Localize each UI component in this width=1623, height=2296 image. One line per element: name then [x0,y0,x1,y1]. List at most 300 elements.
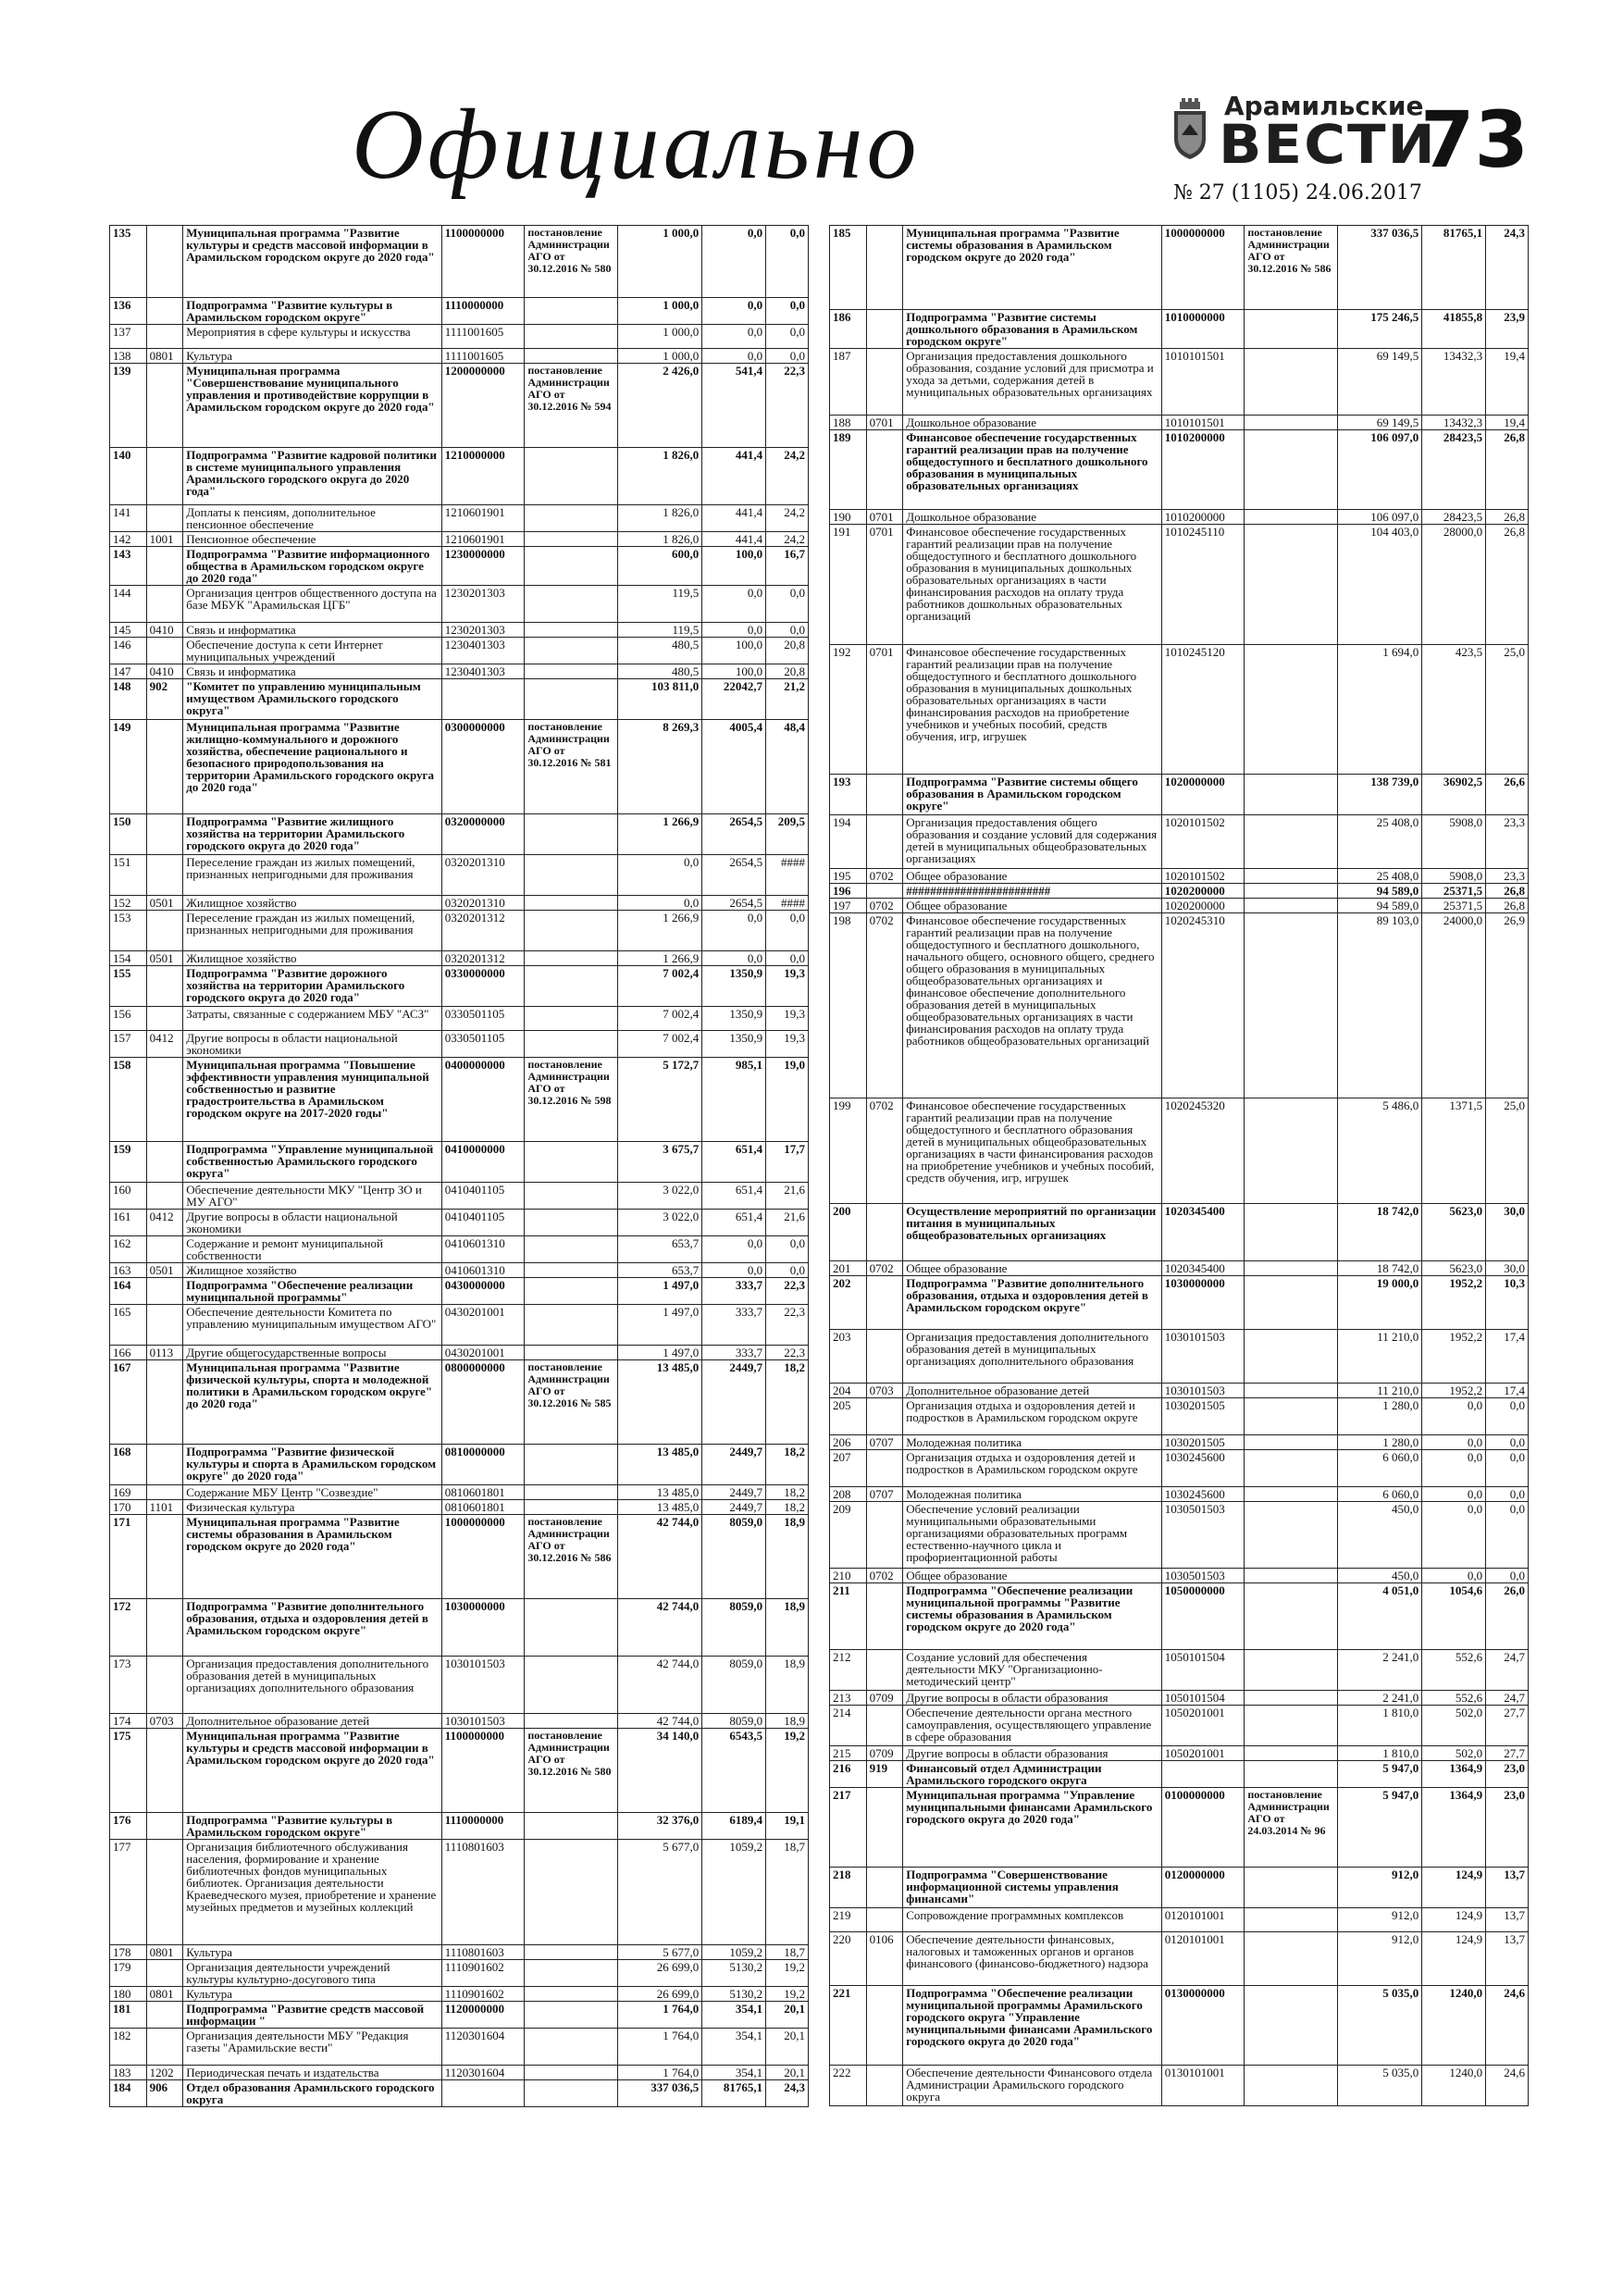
item-description: Организация отдыха и оздоровления детей и подростков в Арамильском городском округе [903,1450,1161,1487]
section-code [866,1650,903,1691]
row-number: 203 [830,1330,867,1384]
table-row [110,951,809,966]
item-description: Организация деятельности МБУ "Редакция газеты "Арамильские вести" [183,2029,441,2066]
row-number: 165 [110,1305,147,1346]
execution-percent: 20,8 [766,638,809,664]
item-description: Организация предоставления общего образования и создание условий для содержания детей в муниципальных общеобразовательных организациях [903,815,1161,869]
item-description: Культура [183,1987,441,2002]
table-row [830,1398,1529,1435]
execution-percent: 27,7 [1486,1746,1529,1761]
table-row [110,1729,809,1813]
target-article-code: 1230201303 [441,623,525,638]
execution-percent: 19,4 [1486,349,1529,416]
section-code: 902 [146,679,183,720]
item-description: Организация предоставления дошкольного образования, создание условий для присмотра и ухода за детьми, содержания детей в муниципальных образовательных организациях [903,349,1161,416]
section-code [146,1007,183,1031]
executed-amount: 1952,2 [1422,1384,1486,1398]
execution-percent: 22,3 [766,1305,809,1346]
item-description: Затраты, связанные с содержанием МБУ "АСЗ" [183,1007,441,1031]
table-row [110,1183,809,1210]
row-number: 177 [110,1840,147,1945]
table-row [830,349,1529,416]
planned-amount: 26 699,0 [617,1960,702,1987]
legal-act: постановление Администрации АГО от 30.12.2016 № 585 [525,1360,617,1445]
legal-act [525,1840,617,1945]
planned-amount: 69 149,5 [1337,349,1422,416]
row-number: 213 [830,1691,867,1706]
executed-amount: 6189,4 [702,1813,766,1840]
target-article-code: 1020101502 [1161,869,1245,884]
item-description: Мероприятия в сфере культуры и искусства [183,325,441,349]
target-article-code: 1020245310 [1161,913,1245,1098]
execution-percent: 26,8 [1486,899,1529,913]
section-code: 0701 [866,645,903,775]
row-number: 196 [830,884,867,899]
executed-amount: 354,1 [702,2029,766,2066]
table-row [830,1986,1529,2066]
planned-amount: 42 744,0 [617,1714,702,1729]
item-description: Содержание и ремонт муниципальной собственности [183,1236,441,1263]
target-article-code: 1030000000 [441,1599,525,1657]
planned-amount: 5 035,0 [1337,1986,1422,2066]
executed-amount: 552,6 [1422,1650,1486,1691]
item-description: Обеспечение деятельности финансовых, налоговых и таможенных органов и органов финансового (финансово-бюджетного) надзора [903,1932,1161,1986]
target-article-code: 0300000000 [441,720,525,814]
target-article-code: 0430201001 [441,1305,525,1346]
table-row [110,364,809,448]
legal-act [525,1500,617,1515]
execution-percent: 0,0 [766,298,809,325]
section-code [866,1398,903,1435]
executed-amount: 1952,2 [1422,1330,1486,1384]
execution-percent: 0,0 [766,325,809,349]
section-code [146,2002,183,2029]
execution-percent: 22,3 [766,1278,809,1305]
executed-amount: 8059,0 [702,1657,766,1714]
item-description: Другие вопросы в области образования [903,1746,1161,1761]
planned-amount: 5 486,0 [1337,1098,1422,1204]
executed-amount: 41855,8 [1422,310,1486,349]
legal-act [525,623,617,638]
section-code [146,1142,183,1183]
legal-act [525,1599,617,1657]
section-code [866,884,903,899]
row-number: 163 [110,1263,147,1278]
item-description: Другие вопросы в области национальной экономики [183,1210,441,1236]
item-description: Связь и информатика [183,623,441,638]
executed-amount: 1350,9 [702,1031,766,1058]
item-description: Подпрограмма "Развитие системы дошкольного образования в Арамильском городском округе" [903,310,1161,349]
execution-percent: 24,2 [766,532,809,547]
legal-act [525,814,617,855]
newspaper-logo [1171,91,1437,176]
item-description: Доплаты к пенсиям, дополнительное пенсионное обеспечение [183,505,441,532]
target-article-code: 0120000000 [1161,1868,1245,1908]
executed-amount: 441,4 [702,448,766,505]
row-number: 170 [110,1500,147,1515]
item-description: Культура [183,1945,441,1960]
execution-percent: 18,7 [766,1945,809,1960]
legal-act [1245,2066,1337,2106]
row-number: 166 [110,1346,147,1360]
row-number: 141 [110,505,147,532]
section-code [146,547,183,586]
executed-amount: 5908,0 [1422,815,1486,869]
target-article-code: 1210000000 [441,448,525,505]
planned-amount: 480,5 [617,638,702,664]
section-code: 0709 [866,1691,903,1706]
legal-act [1245,510,1337,525]
executed-amount: 541,4 [702,364,766,448]
legal-act [525,586,617,623]
legal-act [1245,1435,1337,1450]
executed-amount: 81765,1 [702,2080,766,2107]
row-number: 147 [110,664,147,679]
executed-amount: 502,0 [1422,1706,1486,1746]
legal-act [525,679,617,720]
executed-amount: 0,0 [702,298,766,325]
execution-percent: 18,2 [766,1485,809,1500]
execution-percent: #### [766,855,809,896]
executed-amount: 333,7 [702,1278,766,1305]
planned-amount: 337 036,5 [617,2080,702,2107]
item-description: Обеспечение деятельности Финансового отдела Администрации Арамильского городского округа [903,2066,1161,2106]
target-article-code: 0810601801 [441,1485,525,1500]
execution-percent: 13,7 [1486,1908,1529,1932]
execution-percent: 0,0 [766,951,809,966]
row-number: 210 [830,1569,867,1583]
item-description: Культура [183,349,441,364]
row-number: 161 [110,1210,147,1236]
item-description: Организация центров общественного доступа на базе МБУК "Арамильская ЦГБ" [183,586,441,623]
execution-percent: 23,9 [1486,310,1529,349]
planned-amount: 42 744,0 [617,1599,702,1657]
row-number: 164 [110,1278,147,1305]
execution-percent: 24,2 [766,448,809,505]
executed-amount: 0,0 [1422,1487,1486,1502]
legal-act: постановление Администрации АГО от 30.12.2016 № 581 [525,720,617,814]
table-row [110,1210,809,1236]
row-number: 160 [110,1183,147,1210]
legal-act: постановление Администрации АГО от 24.03.2014 № 96 [1245,1788,1337,1868]
legal-act: постановление Администрации АГО от 30.12.2016 № 598 [525,1058,617,1142]
execution-percent: 22,3 [766,364,809,448]
row-number: 151 [110,855,147,896]
executed-amount: 0,0 [1422,1398,1486,1435]
section-code: 1001 [146,532,183,547]
section-code [146,1840,183,1945]
section-code [146,1960,183,1987]
execution-percent: 19,2 [766,1960,809,1987]
planned-amount: 1 266,9 [617,814,702,855]
planned-amount: 1 764,0 [617,2066,702,2080]
row-number: 152 [110,896,147,911]
legal-act [1245,1986,1337,2066]
section-code: 0801 [146,349,183,364]
row-number: 195 [830,869,867,884]
target-article-code: 1000000000 [441,1515,525,1599]
legal-act [1245,1098,1337,1204]
executed-amount: 1054,6 [1422,1583,1486,1650]
target-article-code: 1120301604 [441,2029,525,2066]
table-row [830,1502,1529,1569]
legal-act [525,911,617,951]
target-article-code: 1010200000 [1161,510,1245,525]
legal-act [525,1031,617,1058]
table-row [830,1487,1529,1502]
legal-act [525,325,617,349]
legal-act [1245,525,1337,645]
execution-percent: 0,0 [766,1263,809,1278]
table-row [110,349,809,364]
planned-amount: 1 764,0 [617,2002,702,2029]
execution-percent: 20,1 [766,2066,809,2080]
row-number: 148 [110,679,147,720]
table-row [110,664,809,679]
executed-amount: 25371,5 [1422,899,1486,913]
executed-amount: 100,0 [702,638,766,664]
executed-amount: 423,5 [1422,645,1486,775]
item-description: Переселение граждан из жилых помещений, признанных непригодными для проживания [183,855,441,896]
table-row [830,1098,1529,1204]
row-number: 175 [110,1729,147,1813]
target-article-code: 0410601310 [441,1263,525,1278]
table-row [110,814,809,855]
table-row [110,2080,809,2107]
executed-amount: 81765,1 [1422,226,1486,310]
table-row [830,226,1529,310]
target-article-code: 1020200000 [1161,899,1245,913]
table-row [110,1236,809,1263]
table-row [830,1788,1529,1868]
row-number: 142 [110,532,147,547]
target-article-code: 1030501503 [1161,1569,1245,1583]
item-description: Обеспечение деятельности Комитета по управлению муниципальным имуществом АГО" [183,1305,441,1346]
execution-percent: 26,8 [1486,430,1529,510]
target-article-code: 1050201001 [1161,1746,1245,1761]
table-row [110,1987,809,2002]
legal-act [525,448,617,505]
budget-table-right [829,225,1529,2106]
legal-act [1245,1276,1337,1330]
section-code [146,855,183,896]
section-code [866,430,903,510]
execution-percent: 25,0 [1486,645,1529,775]
planned-amount: 42 744,0 [617,1515,702,1599]
masthead [0,0,1623,208]
section-code: 0412 [146,1210,183,1236]
item-description: Подпрограмма "Развитие средств массовой информации " [183,2002,441,2029]
planned-amount: 94 589,0 [1337,884,1422,899]
row-number: 179 [110,1960,147,1987]
table-row [830,1450,1529,1487]
target-article-code: 0330501105 [441,1007,525,1031]
section-code [866,2066,903,2106]
legal-act [525,1445,617,1485]
planned-amount: 5 947,0 [1337,1761,1422,1788]
row-number: 197 [830,899,867,913]
table-row [110,226,809,298]
execution-percent: 18,2 [766,1500,809,1515]
table-row [110,1500,809,1515]
target-article-code: 0410000000 [441,1142,525,1183]
table-row [110,1657,809,1714]
item-description: Молодежная политика [903,1435,1161,1450]
legal-act [525,951,617,966]
executed-amount: 8059,0 [702,1515,766,1599]
executed-amount: 100,0 [702,547,766,586]
item-description: Финансовое обеспечение государственных гарантий реализации прав на получение общедоступного и бесплатного дошкольного, начального общего, основного общего, среднего общего образования в муниципальных общеобразовательных организациях и финансовое обеспечение дополнительного образования детей в муниципальных общеобразовательных организациях в части финансирования расходов на оплату труда работников общеобразовательных организаций [903,913,1161,1098]
legal-act [1245,1583,1337,1650]
table-row [830,1746,1529,1761]
row-number: 219 [830,1908,867,1932]
target-article-code: 1010245120 [1161,645,1245,775]
row-number: 190 [830,510,867,525]
item-description: Подпрограмма "Развитие кадровой политики в системе муниципального управления Арамильского городского округа до 2020 года" [183,448,441,505]
row-number: 208 [830,1487,867,1502]
item-description: Сопровождение программных комплексов [903,1908,1161,1932]
item-description: Финансовое обеспечение государственных гарантий реализации прав на получение общедоступного и бесплатного образования детей в муниципальных общеобразовательных организациях в части финансирования расходов на приобретение учебников и учебных пособий, средств обучения, игр, игрушек [903,1098,1161,1204]
planned-amount: 25 408,0 [1337,815,1422,869]
planned-amount: 175 246,5 [1337,310,1422,349]
item-description: Организация библиотечного обслуживания населения, формирование и хранение библиотечных фондов муниципальных библиотек. Организация деятельности Краеведческого музея, приобретение и хранение музейных предметов и музейных коллекций [183,1840,441,1945]
execution-percent: 24,7 [1486,1650,1529,1691]
legal-act [525,1987,617,2002]
planned-amount: 3 022,0 [617,1210,702,1236]
section-code [146,1515,183,1599]
section-code [146,1183,183,1210]
table-row [110,911,809,951]
planned-amount: 450,0 [1337,1569,1422,1583]
target-article-code: 1230401303 [441,664,525,679]
target-article-code: 1230401303 [441,638,525,664]
executed-amount: 2449,7 [702,1500,766,1515]
row-number: 150 [110,814,147,855]
item-description: Связь и информатика [183,664,441,679]
section-code [146,1599,183,1657]
row-number: 159 [110,1142,147,1183]
table-row [110,298,809,325]
row-number: 220 [830,1932,867,1986]
executed-amount: 5623,0 [1422,1261,1486,1276]
execution-percent: 0,0 [1486,1487,1529,1502]
row-number: 189 [830,430,867,510]
execution-percent: 24,3 [766,2080,809,2107]
executed-amount: 124,9 [1422,1932,1486,1986]
legal-act [525,1305,617,1346]
target-article-code [1161,1761,1245,1788]
planned-amount: 19 000,0 [1337,1276,1422,1330]
execution-percent: 19,3 [766,1031,809,1058]
row-number: 184 [110,2080,147,2107]
item-description: Муниципальная программа "Развитие системы образования в Арамильском городском округе до 2020 года" [183,1515,441,1599]
planned-amount: 32 376,0 [617,1813,702,1840]
target-article-code: 1120000000 [441,2002,525,2029]
section-code: 0707 [866,1487,903,1502]
item-description: Муниципальная программа "Развитие культуры и средств массовой информации в Арамильском городском округе до 2020 года" [183,226,441,298]
table-row [110,1058,809,1142]
section-code [866,1788,903,1868]
legal-act [1245,1932,1337,1986]
execution-percent: 19,3 [766,966,809,1007]
executed-amount: 28423,5 [1422,430,1486,510]
planned-amount: 0,0 [617,855,702,896]
executed-amount: 1364,9 [1422,1761,1486,1788]
row-number: 199 [830,1098,867,1204]
legal-act [1245,645,1337,775]
executed-amount: 100,0 [702,664,766,679]
section-code: 0702 [866,1261,903,1276]
legal-act [525,532,617,547]
table-row [110,1360,809,1445]
target-article-code: 0410401105 [441,1210,525,1236]
legal-act [1245,1706,1337,1746]
section-code: 0501 [146,896,183,911]
executed-amount: 1059,2 [702,1945,766,1960]
row-number: 207 [830,1450,867,1487]
item-description: Подпрограмма "Управление муниципальной собственностью Арамильского городского округа" [183,1142,441,1183]
legal-act [525,1813,617,1840]
execution-percent: 18,2 [766,1360,809,1445]
executed-amount: 13432,3 [1422,416,1486,430]
executed-amount: 5623,0 [1422,1204,1486,1261]
planned-amount: 94 589,0 [1337,899,1422,913]
planned-amount: 1 826,0 [617,532,702,547]
legal-act: постановление Администрации АГО от 30.12.2016 № 580 [525,226,617,298]
row-number: 173 [110,1657,147,1714]
planned-amount: 3 022,0 [617,1183,702,1210]
legal-act [525,547,617,586]
row-number: 193 [830,775,867,815]
section-code [146,448,183,505]
execution-percent: 0,0 [1486,1502,1529,1569]
target-article-code: 0330000000 [441,966,525,1007]
item-description: Подпрограмма "Развитие системы общего образования в Арамильском городском округе" [903,775,1161,815]
legal-act [525,1142,617,1183]
execution-percent: 24,6 [1486,2066,1529,2106]
legal-act [1245,884,1337,899]
target-article-code: 1020200000 [1161,884,1245,899]
legal-act [525,2066,617,2080]
execution-percent: 19,0 [766,1058,809,1142]
legal-act [525,1278,617,1305]
row-number: 168 [110,1445,147,1485]
execution-percent: 16,7 [766,547,809,586]
section-code [146,638,183,664]
planned-amount: 2 241,0 [1337,1650,1422,1691]
legal-act [1245,430,1337,510]
planned-amount: 89 103,0 [1337,913,1422,1098]
row-number: 200 [830,1204,867,1261]
item-description: Пенсионное обеспечение [183,532,441,547]
executed-amount: 25371,5 [1422,884,1486,899]
legal-act [1245,1569,1337,1583]
legal-act [1245,1650,1337,1691]
execution-percent: 23,0 [1486,1761,1529,1788]
table-row [830,869,1529,884]
legal-act [525,1236,617,1263]
section-code: 0410 [146,664,183,679]
target-article-code: 1110901602 [441,1960,525,1987]
execution-percent: 19,4 [1486,416,1529,430]
legal-act [525,1960,617,1987]
target-article-code: 1210601901 [441,532,525,547]
row-number: 144 [110,586,147,623]
planned-amount: 450,0 [1337,1502,1422,1569]
section-code: 1202 [146,2066,183,2080]
execution-percent: 26,8 [1486,884,1529,899]
target-article-code: 0330501105 [441,1031,525,1058]
